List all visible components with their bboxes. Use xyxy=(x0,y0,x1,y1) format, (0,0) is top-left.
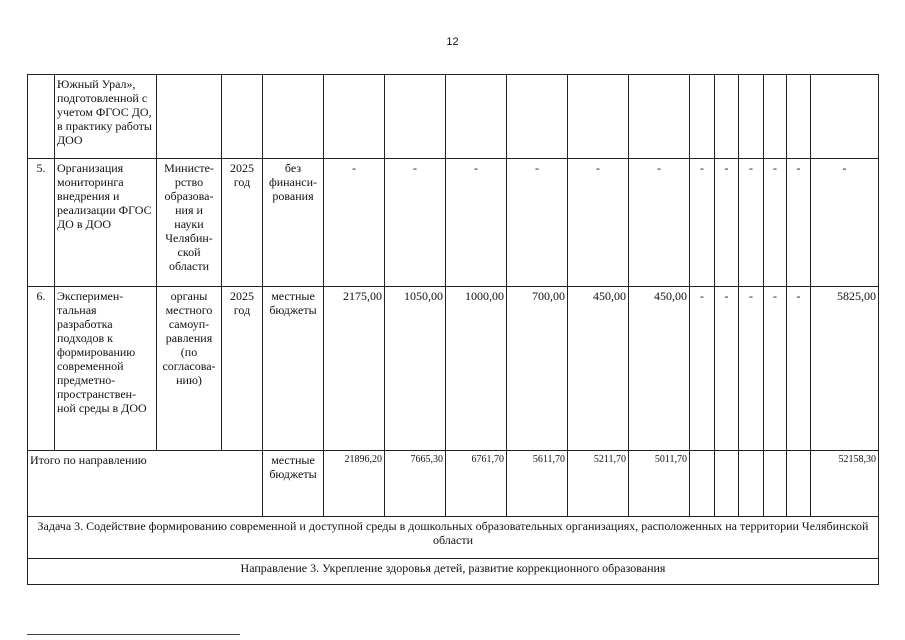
cell-num xyxy=(28,75,55,159)
cell-value: 5011,70 xyxy=(629,451,690,517)
cell-value: 5211,70 xyxy=(568,451,629,517)
cell-value: 21896,20 xyxy=(324,451,385,517)
table-row-total xyxy=(28,451,879,517)
cell-executor: Министе-рство образова-ния и науки Челябин-ской области xyxy=(157,159,222,287)
cell-value: - xyxy=(739,287,764,451)
cell-value: - xyxy=(629,159,690,287)
cell-value: - xyxy=(446,159,507,287)
cell-value: 6761,70 xyxy=(446,451,507,517)
cell-num: 6. xyxy=(28,287,55,451)
cell-value: - xyxy=(787,287,811,451)
cell-value: - xyxy=(385,159,446,287)
direction-heading: Направление 3. Укрепление здоровья детей, развитие коррекционного образования xyxy=(28,559,879,585)
cell-total: - xyxy=(811,159,879,287)
direction-row xyxy=(28,559,879,585)
cell-value: - xyxy=(764,287,787,451)
cell-event: Организация мониторинга внедрения и реализации ФГОС ДО в ДОО xyxy=(55,159,157,287)
cell-event: Эксперимен-тальная разработка подходов к формированию современной предметно-пространствен-ной среды в ДОО xyxy=(55,287,157,451)
cell-total: 5825,00 xyxy=(811,287,879,451)
cell-value: 2175,00 xyxy=(324,287,385,451)
cell-total: 52158,30 xyxy=(811,451,879,517)
cell-value: - xyxy=(715,159,739,287)
cell-value: - xyxy=(787,159,811,287)
cell-year: 2025 год xyxy=(222,159,263,287)
page-number: 12 xyxy=(446,36,459,48)
cell-executor: органы местного самоуп-равления (по согласова-нию) xyxy=(157,287,222,451)
cell-source: местные бюджеты xyxy=(263,451,324,517)
footnote-divider xyxy=(27,634,240,635)
cell-value: 450,00 xyxy=(568,287,629,451)
cell-value: 1050,00 xyxy=(385,287,446,451)
cell-source: без финанси-рования xyxy=(263,159,324,287)
table-row-5 xyxy=(28,159,879,287)
table-row-6 xyxy=(28,287,879,451)
task-row xyxy=(28,517,879,559)
cell-value: 7665,30 xyxy=(385,451,446,517)
task-heading: Задача 3. Содействие формированию современной и доступной среды в дошкольных образовательных организациях, расположенных на территории Челябинской области xyxy=(28,517,879,559)
budget-table xyxy=(27,74,879,585)
cell-event: Южный Урал», подготовленной с учетом ФГОС ДО, в практику работы ДОО xyxy=(55,75,157,159)
cell-value: - xyxy=(568,159,629,287)
cell-value: - xyxy=(690,287,715,451)
cell-value: - xyxy=(324,159,385,287)
cell-value: - xyxy=(739,159,764,287)
cell-num: 5. xyxy=(28,159,55,287)
table-row xyxy=(28,75,879,159)
cell-value: - xyxy=(690,159,715,287)
cell-year: 2025 год xyxy=(222,287,263,451)
cell-value: 5611,70 xyxy=(507,451,568,517)
cell-value: - xyxy=(507,159,568,287)
cell-value: 1000,00 xyxy=(446,287,507,451)
cell-total-label: Итого по направлению xyxy=(28,451,263,517)
cell-source: местные бюджеты xyxy=(263,287,324,451)
cell-value: - xyxy=(764,159,787,287)
cell-value: 450,00 xyxy=(629,287,690,451)
cell-value: 700,00 xyxy=(507,287,568,451)
cell-value: - xyxy=(715,287,739,451)
